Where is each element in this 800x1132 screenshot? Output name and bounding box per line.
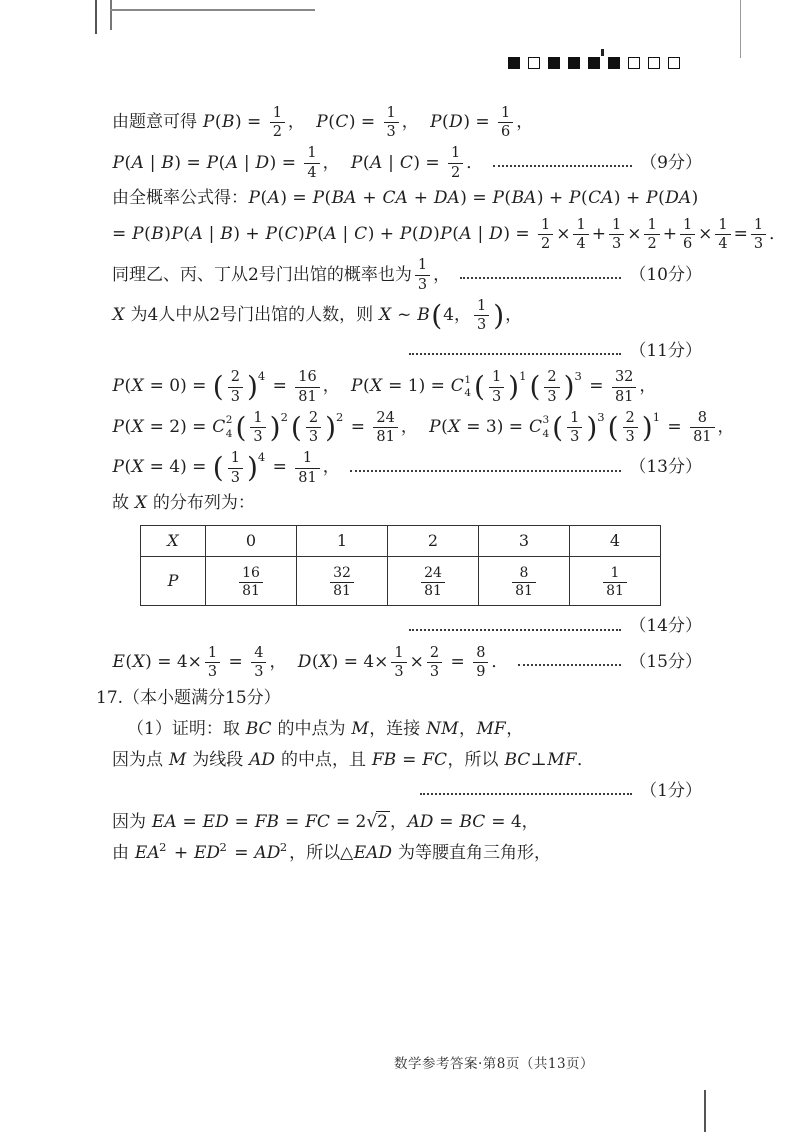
fraction-numerator: 1 [491,369,502,386]
fraction-numerator: 1 [451,145,461,162]
text-run: ， P(C) = [287,112,381,133]
fraction [304,145,319,180]
content-line [96,145,702,180]
text-run: + [662,224,677,245]
fraction-numerator: 8 [697,409,707,426]
text-run: 故 X 的分布列为： [112,493,255,514]
fraction [306,410,321,445]
score-label: （9分） [640,152,702,173]
text-run: E(X) = 4× [112,651,202,672]
text-run: = [267,457,293,478]
score-label: （1分） [640,780,702,801]
text-run: ， [505,304,523,325]
score-label: （13分） [629,457,702,478]
superscript: 3 [574,369,582,384]
big-paren: ) [563,370,575,404]
score-label: （14分） [629,616,702,637]
text-run: 因为 EA = ED = FB = FC = 2 [112,811,367,832]
fraction-denominator: 3 [228,387,243,405]
fraction-numerator: 1 [477,297,487,314]
content-line [96,369,702,404]
dotted-leader [493,165,632,167]
content-line [96,409,735,446]
content-line [96,450,702,485]
fraction [623,410,638,445]
fraction-denominator: 3 [384,122,399,140]
registration-mark-outline [648,57,660,69]
fraction-denominator: 6 [680,234,695,252]
superscript: 1 [652,409,661,424]
dotted-leader [409,353,621,355]
fraction [473,645,488,680]
fraction-numerator: 24 [424,564,442,581]
fraction [567,410,582,445]
table-header-cell: 3 [479,525,570,556]
superscript: 1 [519,369,527,384]
score-label: （15分） [629,651,702,672]
fraction [603,566,627,600]
fraction [427,645,442,680]
fraction [544,369,559,404]
big-paren: ( [474,370,485,404]
text-run: = [733,224,748,245]
fraction [448,145,463,180]
text-run: P(X = 4) = [112,457,212,478]
text-run: ， P(X = 3) = C [400,416,542,437]
superscript: 2 [159,840,167,855]
fraction [330,566,354,600]
content-line [96,186,702,212]
big-paren: ( [290,410,302,444]
text-run: ， [322,457,340,478]
fraction-denominator: 9 [473,662,488,680]
fraction-numerator: 8 [519,564,529,581]
fraction-numerator: 1 [682,216,693,233]
fraction [715,217,730,252]
text-run: ， P(X = 1) = C [322,376,464,397]
fraction-denominator: 81 [421,582,445,600]
fraction [498,105,513,140]
fraction-denominator: 3 [205,662,220,680]
fraction-numerator: 1 [230,450,240,467]
fraction-numerator: 1 [610,564,620,581]
table-value-cell [297,556,388,605]
big-paren: ( [607,410,619,444]
fraction-numerator: 2 [230,369,240,386]
page-footer: 数学参考答案·第8页（共13页） [394,1056,595,1072]
fraction-numerator: 1 [386,105,396,121]
table-header-cell: 0 [206,525,297,556]
dotted-leader [409,629,621,631]
content-line [96,614,702,640]
fraction-numerator: 1 [417,257,428,274]
big-paren: ( [212,451,224,485]
fraction [609,217,624,252]
dotted-leader [350,470,622,472]
fraction-denominator: 3 [623,427,638,445]
table-value-cell [570,556,661,605]
big-paren: ( [431,299,443,333]
text-run: 由全概率公式得：P(A) = P(BA + CA + DA) = P(BA) + P(CA) + P(DA) [112,188,699,209]
fraction [680,217,695,252]
score-label: （10分） [629,264,702,285]
text-run: ， [433,264,451,285]
fraction-denominator: 3 [544,387,559,405]
fraction-numerator: 1 [207,644,218,661]
fraction [612,369,636,404]
table-value-cell [388,556,479,605]
fraction [270,105,285,140]
registration-mark-filled [548,57,560,69]
text-run: 由 EA [112,842,160,863]
fraction [228,450,243,485]
answer-content [96,100,787,871]
fraction-denominator: 81 [603,582,627,600]
fraction-numerator: 1 [302,450,313,467]
fraction-numerator: 1 [611,216,622,233]
text-run: 因为点 M 为线段 AD 的中点，且 FB = FC，所以 BC⊥MF． [112,749,594,770]
fraction-denominator: 3 [250,427,265,445]
content-line [96,338,702,364]
text-run: = [662,416,688,437]
text-run: ，AD = BC = 4， [389,811,539,832]
fraction-denominator: 3 [489,387,504,405]
fraction-numerator: 1 [501,105,511,121]
text-run: ，所以△EAD 为等腰直角三角形， [289,842,551,863]
registration-marks [508,57,680,69]
fraction-denominator: 4 [573,234,588,252]
fraction-denominator: 81 [295,468,319,486]
fraction [474,298,489,333]
fraction [373,410,397,445]
text-run: = P(B)P(A | B) + P(C)P(A | C) + P(D)P(A | D) = [112,224,535,245]
lower-index: 4 [542,427,550,440]
big-paren: ) [246,451,258,485]
fraction-numerator: 32 [333,564,351,581]
registration-mark-filled [508,57,520,69]
fraction-denominator: 3 [427,662,442,680]
text-run: ． [466,152,484,173]
text-run: = [445,651,471,672]
text-run: X 为4人中从2号门出馆的人数，则 X ~ B [112,304,430,325]
text-run: ． [491,651,509,672]
superscript: 2 [280,409,288,424]
upper-index: 3 [542,414,550,427]
big-paren: ) [508,370,520,404]
table-header-row [141,525,661,556]
fraction [415,257,430,292]
registration-mark-outline [628,57,640,69]
scan-artifact-line [740,0,741,58]
fraction-denominator: 3 [609,234,624,252]
fraction [489,369,504,404]
superscript: 2 [219,840,227,855]
big-paren: ) [269,410,281,444]
fraction-denominator: 81 [512,582,536,600]
fraction [295,450,319,485]
fraction [538,217,553,252]
fraction-denominator: 4 [304,163,319,181]
text-run: （1）证明：取 BC 的中点为 M，连接 NM，MF， [127,718,524,739]
content-line [96,645,702,680]
text-run: P(X = 2) = C [112,416,226,437]
text-run: = AD [228,842,281,863]
text-run: ， P(D) = [401,112,495,133]
text-run: ， [717,416,735,437]
big-paren: ( [552,410,564,444]
fraction-denominator: 2 [538,234,553,252]
dotted-leader [460,277,621,279]
fraction [295,369,319,404]
upper-index: 1 [464,373,471,386]
text-run: = [345,416,371,437]
superscript: 2 [279,840,288,855]
fraction-denominator: 6 [498,122,513,140]
fraction-numerator: 2 [429,644,440,661]
text-run: = [267,376,293,397]
text-run: + ED [168,842,221,863]
superscript: 2 [336,409,344,424]
table-row-label: P [141,556,206,605]
text-run: P(X = 0) = [112,376,212,397]
fraction [421,566,445,600]
text-run: × [409,651,424,672]
lower-index: 4 [464,387,471,400]
fraction-denominator: 3 [228,468,243,486]
table-header-cell: 4 [570,525,661,556]
fraction-denominator: 81 [239,582,263,600]
radicand: 2 [377,812,388,833]
text-run: + [591,224,606,245]
fraction-numerator: 1 [272,105,282,121]
text-run: 由题意可得 P(B) = [112,112,267,133]
registration-mark-filled [608,57,620,69]
fraction-denominator: 4 [715,234,730,252]
distribution-table [140,525,661,606]
combination-indices [542,414,549,440]
content-line [96,747,702,773]
text-run: × [627,224,642,245]
text-run: × [556,224,571,245]
fraction-denominator: 81 [612,387,636,405]
big-paren: ( [529,370,541,404]
text-run: ， P(A | C) = [322,152,446,173]
superscript: 4 [257,369,266,384]
content-line [96,216,787,253]
fraction-numerator: 1 [718,216,728,233]
content-line [96,257,702,292]
table-value-cell [206,556,297,605]
fraction-denominator: 3 [251,662,266,680]
big-paren: ( [235,410,247,444]
fraction-numerator: 4 [254,644,264,661]
table-header-cell: 1 [297,525,388,556]
text-run: ， D(X) = 4× [269,651,389,672]
big-paren: ) [641,410,653,444]
fraction-denominator: 2 [448,163,463,181]
content-line [96,105,702,140]
fraction-denominator: 3 [751,234,766,252]
fraction-denominator: 81 [373,427,397,445]
content-line [96,716,702,742]
square-root: √2 [366,812,388,833]
registration-mark-filled [588,57,600,69]
superscript: 4 [257,450,266,465]
fraction [251,645,266,680]
scan-artifact-line [704,1090,706,1132]
score-label: （11分） [629,340,702,361]
fraction-numerator: 1 [541,216,551,233]
table-value-cell [479,556,570,605]
text-run: 17.（本小题满分15分） [96,687,281,708]
big-paren: ) [586,410,598,444]
text-run: = [223,651,249,672]
text-run: × [698,224,713,245]
distribution-table-wrap [140,525,702,606]
content-line [96,298,702,333]
fraction [751,217,766,252]
lower-index: 4 [225,427,233,440]
combination-indices [226,414,233,440]
big-paren: ( [212,370,224,404]
fraction-numerator: 1 [753,216,764,233]
registration-mark-outline [668,57,680,69]
fraction-numerator: 16 [298,369,317,386]
registration-mark-filled [568,57,580,69]
text-run: ． [769,224,787,245]
fraction-denominator: 2 [644,234,659,252]
fraction [391,645,406,680]
fraction [239,566,263,600]
fraction-denominator: 81 [690,427,714,445]
text-run: = [583,376,609,397]
fraction [573,217,588,252]
fraction-numerator: 1 [570,409,580,426]
content-line [96,685,702,711]
content-line [96,491,702,517]
scan-artifact-line [95,0,97,34]
fraction-numerator: 32 [614,369,634,386]
text-run: ， [516,112,534,133]
big-paren: ) [246,370,258,404]
scan-artifact-mark [601,49,604,56]
fraction-numerator: 1 [307,145,317,162]
big-paren: ) [325,410,337,444]
text-run: P(A | B) = P(A | D) = [112,152,302,173]
content-line [96,840,702,866]
upper-index: 2 [225,414,233,427]
scan-artifact-line [110,0,112,30]
fraction-numerator: 2 [308,409,319,426]
scan-artifact-line [110,9,315,11]
dotted-leader [518,664,621,666]
fraction-denominator: 3 [474,315,489,333]
fraction-denominator: 81 [295,387,319,405]
fraction-denominator: 2 [270,122,285,140]
text-run: 4， [443,304,471,325]
combination-indices [464,374,471,400]
text-run: 同理乙、丙、丁从2号门出馆的概率也为 [112,264,412,285]
fraction [250,410,265,445]
content-line [96,778,702,804]
text-run: ， [639,376,657,397]
table-header-cell: 2 [388,525,479,556]
table-value-row [141,556,661,605]
fraction-numerator: 1 [253,409,263,426]
dotted-leader [420,793,632,795]
fraction-denominator: 81 [330,582,354,600]
fraction [228,369,243,404]
fraction-denominator: 3 [306,427,321,445]
table-header-cell: X [141,525,206,556]
fraction-denominator: 3 [391,662,406,680]
fraction-numerator: 16 [242,564,260,581]
fraction [205,645,220,680]
fraction-numerator: 1 [576,216,586,233]
registration-mark-outline [528,57,540,69]
fraction-denominator: 3 [415,275,430,293]
fraction-numerator: 2 [625,409,635,426]
fraction-numerator: 1 [394,644,404,661]
fraction [384,105,399,140]
fraction-numerator: 8 [476,644,486,661]
big-paren: ) [493,299,505,333]
content-line [96,809,702,835]
fraction [512,566,536,600]
fraction-numerator: 2 [547,369,557,386]
fraction-denominator: 3 [567,427,582,445]
fraction-numerator: 24 [376,409,395,426]
fraction [690,410,714,445]
fraction-numerator: 1 [647,216,657,233]
fraction [644,217,659,252]
superscript: 3 [597,409,605,424]
